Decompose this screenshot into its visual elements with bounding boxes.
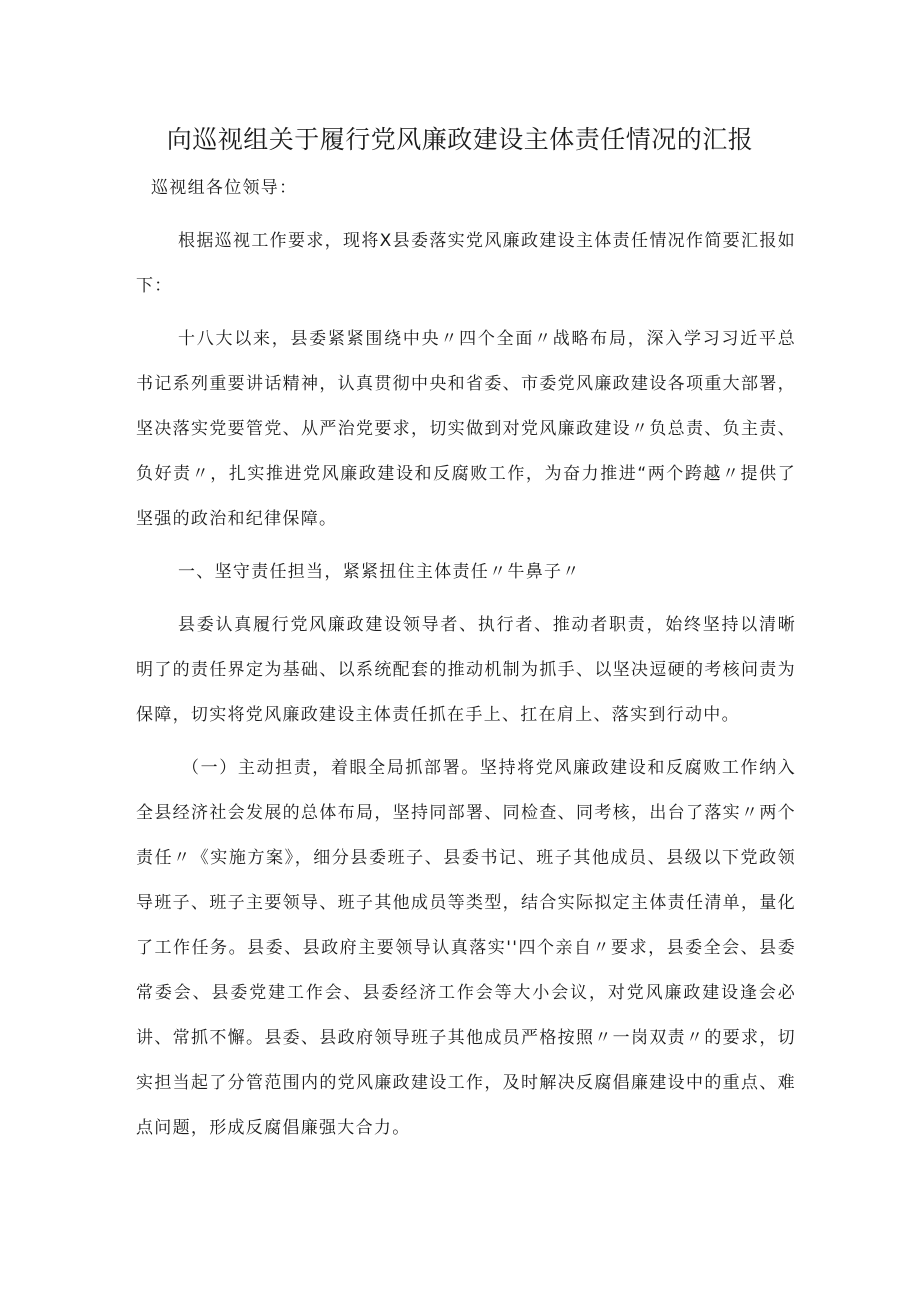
section-heading-1: 一、坚守责任担当，紧紧扭住主体责任〃牛鼻子〃 [178,562,581,582]
paragraph-background: 十八大以来，县委紧紧围绕中央〃四个全面〃战略布局，深入学习习近平总书记系列重要讲话精神，认真贯彻中央和省委、市委党风廉政建设各项重大部署，坚决落实党要管党、从严治党要求，切实做到对党风廉政建设〃负总责、负主责、负好责〃，扎实推进党风廉政建设和反腐败工作，为奋力推进“两个跨越〃提供了坚强的政治和纪律保障。 [136,329,796,529]
document-title: 向巡视组关于履行党风廉政建设主体责任情况的汇报 [166,125,754,154]
salutation: 巡视组各位领导： [151,178,298,198]
paragraph-subsection-1: （一）主动担责，着眼全局抓部署。坚持将党风廉政建设和反腐败工作纳入全县经济社会发展的总体布局，坚持同部署、同检查、同考核，出台了落实〃两个责任〃《实施方案》，细分县委班子、县委书记、班子其他成员、县级以下党政领导班子、班子主要领导、班子其他成员等类型，结合实际拟定主体责任清单，量化了工作任务。县委、县政府主要领导认真落实''四个亲自〃要求，县委全会、县委常委会、县委党建工作会、县委经济工作会等大小会议，对党风廉政建设逢会必讲、常抓不懈。县委、县政府领导班子其他成员严格按照〃一岗双责〃的要求，切实担当起了分管范围内的党风廉政建设工作，及时解决反腐倡廉建设中的重点、难点问题，形成反腐倡廉强大合力。 [136,758,796,1138]
paragraph-section-1: 县委认真履行党风廉政建设领导者、执行者、推动者职责，始终坚持以清晰明了的责任界定为基础、以系统配套的推动机制为抓手、以坚决逗硬的考核问责为保障，切实将党风廉政建设主体责任抓在手上、扛在肩上、落实到行动中。 [136,615,796,725]
document-body [136,166,796,1159]
paragraph-intro: 根据巡视工作要求，现将X县委落实党风廉政建设主体责任情况作简要汇报如下： [136,231,796,296]
